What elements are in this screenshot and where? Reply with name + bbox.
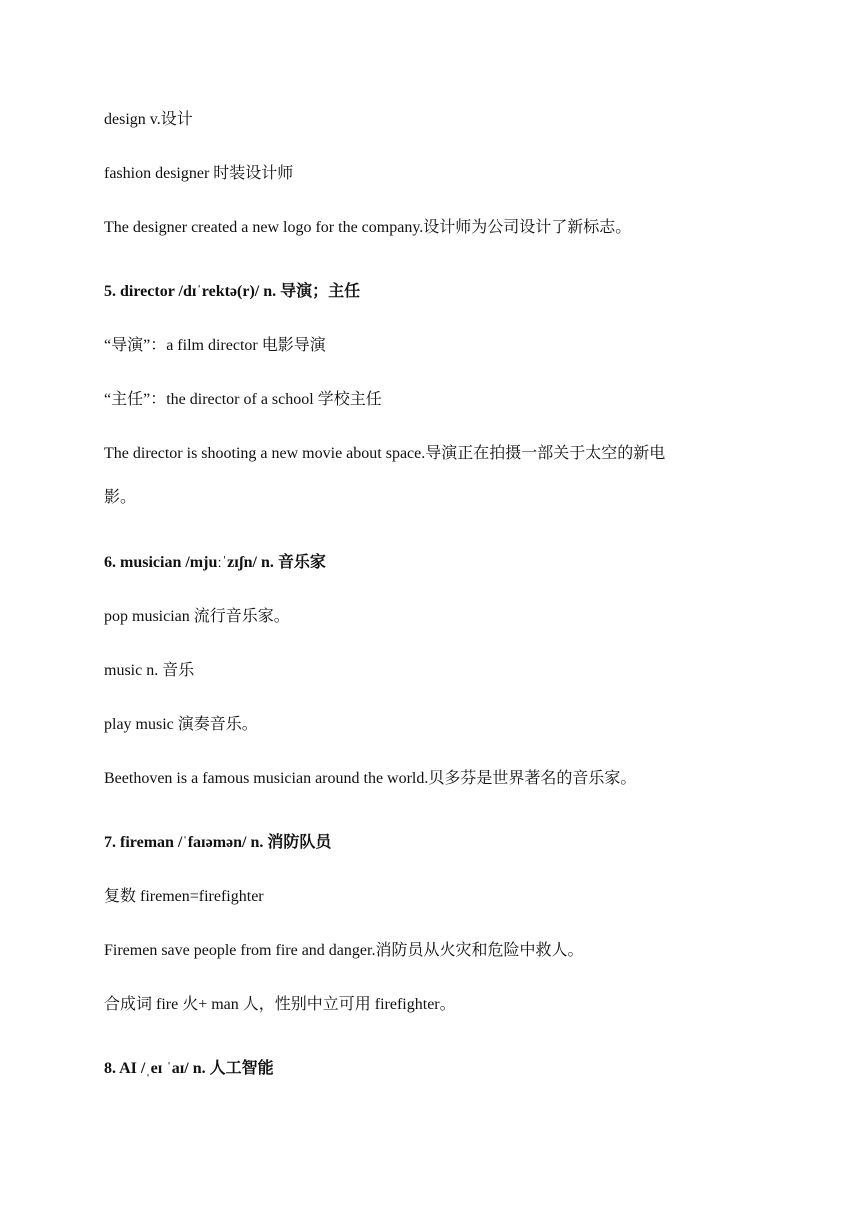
- fashion-designer-phrase: fashion designer 时装设计师: [104, 165, 294, 182]
- film-director-phrase: “导演”：a film director 电影导演: [104, 337, 326, 354]
- musician-example-sentence: Beethoven is a famous musician around the world.贝多芬是世界著名的音乐家。: [104, 770, 637, 787]
- music-noun-definition: music n. 音乐: [104, 662, 195, 679]
- director-heading: 5. director /dɪˈrektə(r)/ n. 导演；主任: [104, 283, 361, 300]
- school-director-phrase: “主任”：the director of a school 学校主任: [104, 391, 382, 408]
- design-verb-definition: design v.设计: [104, 111, 193, 128]
- director-example-sentence-continued: 影。: [104, 489, 137, 506]
- firemen-plural-note: 复数 firemen=firefighter: [104, 888, 264, 905]
- fireman-heading: 7. fireman /ˈfaɪəmən/ n. 消防队员: [104, 834, 332, 851]
- director-example-sentence: The director is shooting a new movie about space.导演正在拍摄一部关于太空的新电: [104, 445, 666, 462]
- pop-musician-phrase: pop musician 流行音乐家。: [104, 608, 290, 625]
- designer-example-sentence: The designer created a new logo for the company.设计师为公司设计了新标志。: [104, 219, 632, 236]
- musician-heading: 6. musician /mjuːˈzɪʃn/ n. 音乐家: [104, 554, 326, 571]
- firemen-example-sentence: Firemen save people from fire and danger.消防员从火灾和危险中救人。: [104, 942, 584, 959]
- fireman-compound-word-note: 合成词 fire 火+ man 人，性别中立可用 firefighter。: [104, 996, 456, 1013]
- play-music-phrase: play music 演奏音乐。: [104, 716, 258, 733]
- ai-heading: 8. AI /ˌeɪ ˈaɪ/ n. 人工智能: [104, 1060, 274, 1077]
